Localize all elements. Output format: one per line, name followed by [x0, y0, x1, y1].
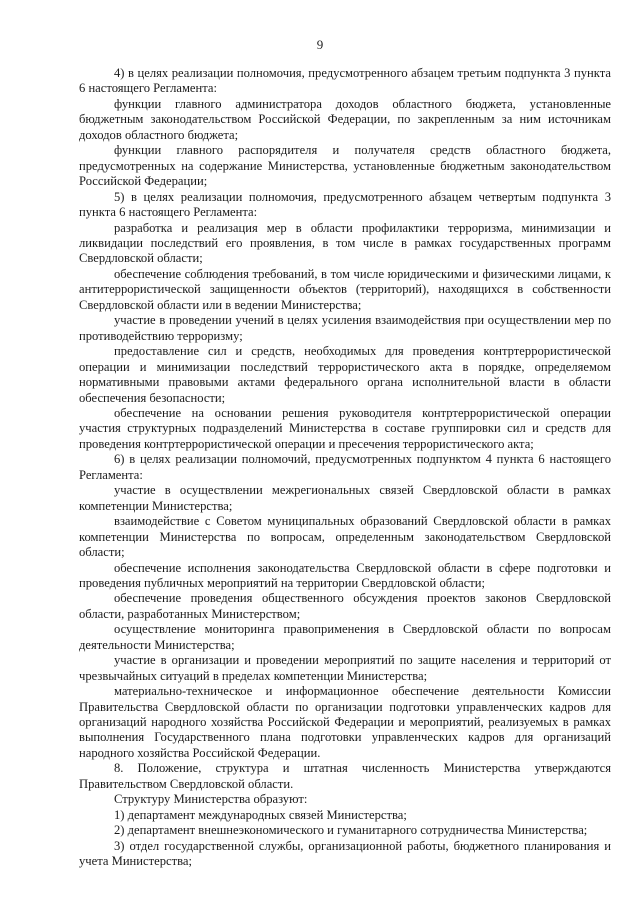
paragraph: функции главного администратора доходов областного бюджета, установленные бюджетным законодательством Российской Федерации, по закрепленным за ним источникам доходов областного бюджета; — [79, 96, 611, 142]
paragraph: участие в осуществлении межрегиональных связей Свердловской области в рамках компетенции Министерства; — [79, 483, 611, 513]
page-number: 9 — [316, 37, 324, 52]
paragraph: обеспечение исполнения законодательства Свердловской области в сфере подготовки и проведения публичных мероприятий на территории Свердловской области; — [79, 560, 611, 590]
paragraph: 5) в целях реализации полномочия, предусмотренного абзацем четвертым подпункта 3 пункта 6 настоящего Регламента: — [79, 189, 611, 220]
paragraph: участие в организации и проведении мероприятий по защите населения и территорий от чрезвычайных ситуаций в пределах компетенции Министерства; — [79, 653, 611, 683]
paragraph: разработка и реализация мер в области профилактики терроризма, минимизации и ликвидации последствий его проявления, в том числе в рамках государственных программ Свердловской области; — [79, 220, 611, 266]
paragraph: 2) департамент внешнеэкономического и гуманитарного сотрудничества Министерства; — [114, 823, 588, 838]
paragraph: 4) в целях реализации полномочия, предусмотренного абзацем третьим подпункта 3 пункта 6 настоящего Регламента: — [79, 66, 611, 96]
paragraph: 6) в целях реализации полномочий, предусмотренных подпунктом 4 пункта 6 настоящего Регламента: — [79, 452, 611, 482]
paragraph: участие в проведении учений в целях усиления взаимодействия при осуществлении мер по противодействию терроризму; — [79, 313, 611, 343]
paragraph: 8. Положение, структура и штатная численность Министерства утверждаются Правительством Свердловской области. — [79, 761, 611, 791]
paragraph: обеспечение на основании решения руководителя контртеррористической операции участия структурных подразделений Министерства в составе группировки сил и средств для проведения контртеррористической операции и пресечения террористического акта; — [79, 405, 611, 451]
paragraph: Структуру Министерства образуют: — [114, 792, 308, 807]
paragraph: 1) департамент международных связей Министерства; — [114, 807, 407, 822]
paragraph: материально-техническое и информационное обеспечение деятельности Комиссии Правительства Свердловской области по организации подготовки управленческих кадров для организаций народного хозяйства Российской Федерации и мероприятий, реализуемых в рамках выполнения Государственного плана подготовки управленческих кадров для организаций народного хозяйства Российской Федерации. — [79, 684, 611, 760]
paragraph: взаимодействие с Советом муниципальных образований Свердловской области в рамках компетенции Министерства по вопросам, определенным законодательством Свердловской области; — [79, 514, 611, 560]
paragraph: обеспечение соблюдения требований, в том числе юридическими и физическими лицами, к антитеррористической защищенности объектов (территорий), находящихся в собственности Свердловской области или в ведении Министерства; — [79, 266, 611, 312]
paragraph: осуществление мониторинга правоприменения в Свердловской области по вопросам деятельности Министерства; — [79, 622, 611, 652]
paragraph: функции главного распорядителя и получателя средств областного бюджета, предусмотренных на содержание Министерства, установленные бюджетным законодательством Российской Федерации; — [79, 143, 611, 189]
paragraph: обеспечение проведения общественного обсуждения проектов законов Свердловской области, разработанных Министерством; — [79, 591, 611, 621]
paragraph: 3) отдел государственной службы, организационной работы, бюджетного планирования и учета Министерства; — [79, 838, 611, 869]
document-body — [79, 66, 611, 870]
paragraph: предоставление сил и средств, необходимых для проведения контртеррористической операции и минимизации последствий террористического акта в порядке, определяемом нормативными правовыми актами федерального органа исполнительной власти в области обеспечения безопасности; — [79, 344, 611, 405]
